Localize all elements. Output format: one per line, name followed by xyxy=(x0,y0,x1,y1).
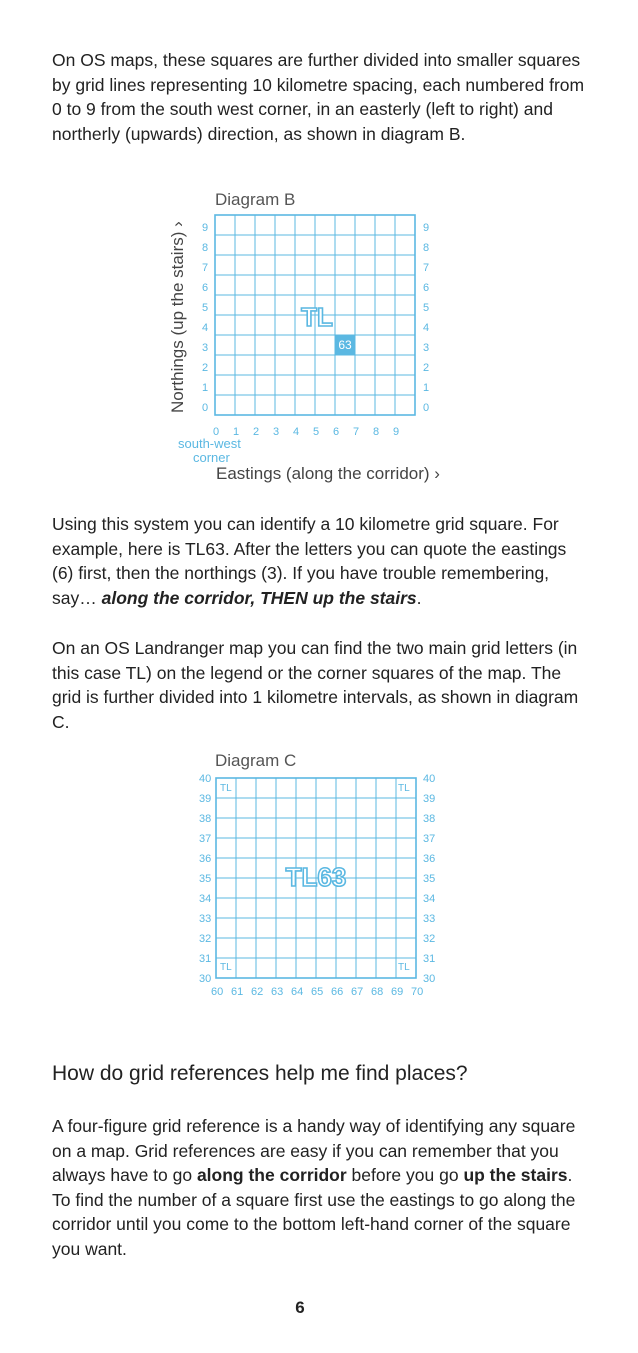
y-tick-label-right: 5 xyxy=(423,302,430,314)
y-tick-label-right: 3 xyxy=(423,342,430,354)
x-tick-label: 63 xyxy=(271,986,284,998)
x-tick-label: 4 xyxy=(293,426,300,438)
diagram-c-corner-letters-sw: TL xyxy=(220,962,232,973)
x-tick-label: 3 xyxy=(273,426,280,438)
y-tick-label-right: 30 xyxy=(423,973,436,985)
x-tick-label: 7 xyxy=(353,426,360,438)
diagram-b-title: Diagram B xyxy=(215,190,296,209)
x-tick-label: 0 xyxy=(213,426,220,438)
y-tick-label-left: 31 xyxy=(199,953,212,965)
diagram-c-title: Diagram C xyxy=(215,751,297,770)
page-number: 6 xyxy=(295,1298,305,1317)
y-tick-label-left: 5 xyxy=(202,302,209,314)
x-tick-label: 1 xyxy=(233,426,240,438)
y-tick-label-left: 33 xyxy=(199,913,212,925)
y-tick-label-left: 3 xyxy=(202,342,209,354)
y-tick-label-left: 35 xyxy=(199,873,212,885)
x-tick-label: 8 xyxy=(373,426,380,438)
diagram-b-corner-label: south-west xyxy=(178,436,241,451)
diagram-c-corner-letters-ne: TL xyxy=(398,783,410,794)
grid-ref-text-d: . To find the number of a square first use the eastings to go along the corridor until you come to the bottom left-hand corner of the square you want. xyxy=(52,1165,576,1259)
y-tick-label-left: 37 xyxy=(199,833,212,845)
y-tick-label-right: 8 xyxy=(423,242,430,254)
mnemonic-text: along the corridor, THEN up the stairs xyxy=(101,587,417,608)
y-tick-label-right: 37 xyxy=(423,833,436,845)
y-tick-label-left: 1 xyxy=(202,382,209,394)
diagram-b-corner-label-2: corner xyxy=(193,450,230,465)
y-tick-label-left: 8 xyxy=(202,242,209,254)
diagram-b-y-axis-label: Northings (up the stairs) › xyxy=(168,221,187,413)
y-tick-label-right: 9 xyxy=(423,222,430,234)
y-tick-label-right: 2 xyxy=(423,362,430,374)
intro-paragraph: On OS maps, these squares are further divided into smaller squares by grid lines representing 10 kilometre spacing, each numbered from 0 to 9 from the south west corner, in an easterly (left to right) and northerly (upwards) direction, as shown in diagram B. xyxy=(52,50,585,144)
x-tick-label: 67 xyxy=(351,986,364,998)
y-tick-label-right: 36 xyxy=(423,853,436,865)
stairs-text: up the stairs xyxy=(463,1165,568,1186)
diagram-b-letters: TL xyxy=(301,302,333,332)
diagram-c-big-label: TL63 xyxy=(285,862,347,892)
example-text-end: . xyxy=(416,587,422,608)
x-tick-label: 70 xyxy=(411,986,424,998)
x-tick-label: 61 xyxy=(231,986,244,998)
grid-ref-text-c: before you go xyxy=(346,1165,464,1186)
example-paragraph xyxy=(52,512,592,610)
y-tick-label-left: 6 xyxy=(202,282,209,294)
x-tick-label: 6 xyxy=(333,426,340,438)
y-tick-label-left: 4 xyxy=(202,322,209,334)
landranger-paragraph: On an OS Landranger map you can find the two main grid letters (in this case TL) on the legend or the corner squares of the map. The grid is further divided into 1 kilometre intervals, as shown in diagram C. xyxy=(52,638,579,732)
y-tick-label-left: 36 xyxy=(199,853,212,865)
y-tick-label-right: 39 xyxy=(423,793,436,805)
y-tick-label-left: 7 xyxy=(202,262,209,274)
y-tick-label-right: 40 xyxy=(423,773,436,785)
section-heading: How do grid references help me find places? xyxy=(52,1062,468,1085)
y-tick-label-right: 34 xyxy=(423,893,436,905)
example-text: Using this system you can identify a 10 kilometre grid square. For example, here is TL63. After the letters you can quote the eastings (6) first, then the northings (3). If you have trouble remembering, say… xyxy=(52,514,567,608)
y-tick-label-right: 6 xyxy=(423,282,430,294)
y-tick-label-right: 33 xyxy=(423,913,436,925)
y-tick-label-right: 32 xyxy=(423,933,436,945)
diagram-b xyxy=(0,185,638,485)
x-tick-label: 69 xyxy=(391,986,404,998)
corridor-text: along the corridor xyxy=(196,1165,347,1186)
diagram-c-corner-letters-nw: TL xyxy=(220,783,232,794)
diagram-c-corner-letters-se: TL xyxy=(398,962,410,973)
x-tick-label: 5 xyxy=(313,426,320,438)
y-tick-label-right: 35 xyxy=(423,873,436,885)
y-tick-label-left: 39 xyxy=(199,793,212,805)
x-tick-label: 64 xyxy=(291,986,304,998)
y-tick-label-right: 4 xyxy=(423,322,430,334)
y-tick-label-right: 0 xyxy=(423,402,430,414)
diagram-b-highlight-label: 63 xyxy=(338,338,352,352)
y-tick-label-right: 31 xyxy=(423,953,436,965)
x-tick-label: 60 xyxy=(211,986,224,998)
x-tick-label: 65 xyxy=(311,986,324,998)
grid-reference-paragraph xyxy=(52,1114,592,1262)
y-tick-label-right: 7 xyxy=(423,262,430,274)
y-tick-label-right: 38 xyxy=(423,813,436,825)
y-tick-label-left: 34 xyxy=(199,893,212,905)
y-tick-label-left: 2 xyxy=(202,362,209,374)
diagram-b-x-axis-label: Eastings (along the corridor) › xyxy=(216,464,440,483)
y-tick-label-right: 1 xyxy=(423,382,430,394)
y-tick-label-left: 38 xyxy=(199,813,212,825)
x-tick-label: 9 xyxy=(393,426,400,438)
x-tick-label: 68 xyxy=(371,986,384,998)
x-tick-label: 2 xyxy=(253,426,260,438)
y-tick-label-left: 30 xyxy=(199,973,212,985)
y-tick-label-left: 40 xyxy=(199,773,212,785)
x-tick-label: 62 xyxy=(251,986,264,998)
y-tick-label-left: 32 xyxy=(199,933,212,945)
y-tick-label-left: 9 xyxy=(202,222,209,234)
y-tick-label-left: 0 xyxy=(202,402,209,414)
grid-ref-text-a: A four-figure grid reference is a handy way of identifying any square on a map. Grid references are easy if you can remember that you always have to go xyxy=(52,1116,576,1186)
x-tick-label: 66 xyxy=(331,986,344,998)
diagram-c xyxy=(0,745,638,1005)
